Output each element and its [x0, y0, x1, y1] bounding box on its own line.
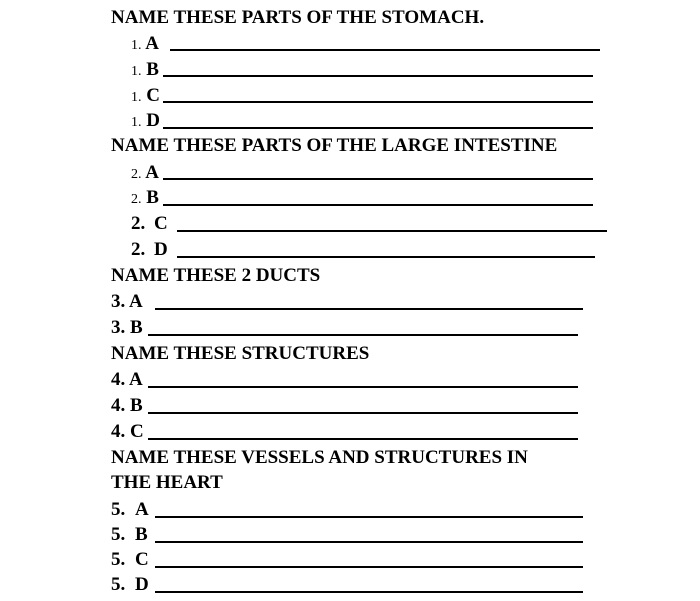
item-number: 5. [111, 549, 126, 570]
item-number: 1. [131, 115, 142, 130]
answer-blank[interactable] [163, 178, 593, 180]
heart-heading-line1: NAME THESE VESSELS AND STRUCTURES IN [111, 447, 528, 468]
item-number: 1. [131, 38, 142, 53]
structures-item-c [111, 420, 144, 444]
item-letter: D [146, 110, 160, 131]
item-letter: A [145, 162, 159, 183]
answer-blank[interactable] [163, 204, 593, 206]
answer-blank[interactable] [155, 516, 583, 518]
item-number: 4. [111, 395, 126, 416]
ducts-item-a [111, 290, 143, 314]
large-intestine-item-a [131, 161, 159, 187]
item-letter: A [145, 33, 159, 54]
structures-heading: NAME THESE STRUCTURES [111, 343, 370, 364]
item-letter: A [135, 499, 149, 520]
answer-blank[interactable] [177, 256, 595, 258]
large-intestine-item-b [131, 186, 159, 212]
answer-blank[interactable] [155, 566, 583, 568]
item-letter: D [135, 574, 149, 595]
item-number: 1. [131, 90, 142, 105]
item-letter: B [130, 317, 143, 338]
item-letter: A [128, 369, 143, 390]
answer-blank[interactable] [148, 386, 578, 388]
item-number: 2. [131, 239, 146, 260]
item-letter: B [146, 187, 159, 208]
stomach-heading: NAME THESE PARTS OF THE STOMACH. [111, 7, 485, 28]
item-letter: B [130, 395, 143, 416]
stomach-item-d [131, 109, 160, 135]
answer-blank[interactable] [155, 591, 583, 593]
item-letter: D [154, 239, 168, 260]
large-intestine-item-c [131, 212, 168, 236]
item-number: 5. [111, 499, 126, 520]
item-letter: B [135, 524, 148, 545]
item-number: 1. [131, 64, 142, 79]
item-number: 2. [131, 192, 142, 207]
large-intestine-heading: NAME THESE PARTS OF THE LARGE INTESTINE [111, 135, 558, 156]
heart-heading-line2: THE HEART [111, 472, 223, 493]
item-number: 3. [111, 291, 126, 312]
item-letter: C [135, 549, 149, 570]
answer-blank[interactable] [148, 438, 578, 440]
item-number: 2. [131, 167, 142, 182]
item-number: 4. [111, 421, 126, 442]
answer-blank[interactable] [163, 127, 593, 129]
answer-blank[interactable] [177, 230, 607, 232]
item-number: 2. [131, 213, 146, 234]
structures-item-a [111, 368, 143, 392]
answer-blank[interactable] [155, 541, 583, 543]
answer-blank[interactable] [170, 49, 600, 51]
answer-blank[interactable] [163, 75, 593, 77]
answer-blank[interactable] [148, 412, 578, 414]
heart-item-d [111, 573, 149, 597]
answer-blank[interactable] [148, 334, 578, 336]
large-intestine-item-d [131, 238, 168, 262]
item-letter: C [130, 421, 144, 442]
item-letter: C [154, 213, 168, 234]
item-number: 4. [111, 369, 126, 390]
heart-item-b [111, 523, 148, 547]
ducts-heading: NAME THESE 2 DUCTS [111, 265, 321, 286]
heart-item-a [111, 498, 149, 522]
heart-item-c [111, 548, 149, 572]
structures-item-b [111, 394, 143, 418]
stomach-item-a [131, 32, 159, 58]
item-letter: A [128, 291, 143, 312]
item-number: 3. [111, 317, 126, 338]
item-number: 5. [111, 524, 126, 545]
item-letter: B [146, 59, 159, 80]
answer-blank[interactable] [155, 308, 583, 310]
item-number: 5. [111, 574, 126, 595]
stomach-item-b [131, 58, 159, 84]
stomach-item-c [131, 84, 160, 110]
ducts-item-b [111, 316, 143, 340]
item-letter: C [146, 85, 160, 106]
answer-blank[interactable] [163, 101, 593, 103]
